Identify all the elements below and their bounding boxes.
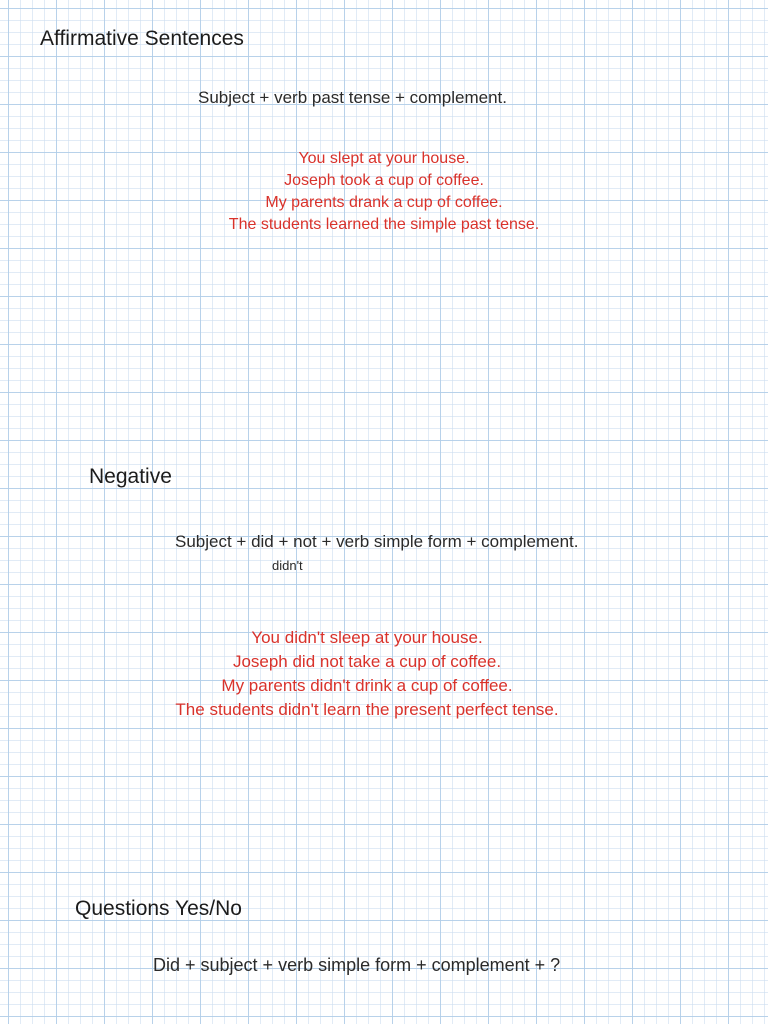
negative-formula: Subject + did + not + verb simple form + complement. xyxy=(175,532,579,551)
example-sentence: My parents drank a cup of coffee. xyxy=(265,194,503,211)
affirmative-examples xyxy=(0,148,768,236)
negative-examples xyxy=(0,626,734,722)
example-sentence: You slept at your house. xyxy=(298,150,470,167)
contraction-note: didn't xyxy=(272,558,303,573)
example-sentence: Joseph took a cup of coffee. xyxy=(284,172,484,189)
example-sentence: The students didn't learn the present perfect tense. xyxy=(175,700,559,719)
example-sentence: You didn't sleep at your house. xyxy=(251,628,483,647)
negative-heading: Negative xyxy=(89,465,172,488)
example-sentence: The students learned the simple past tense. xyxy=(228,216,540,233)
affirmative-formula: Subject + verb past tense + complement. xyxy=(198,88,508,107)
questions-heading: Questions Yes/No xyxy=(75,897,242,920)
affirmative-heading: Affirmative Sentences xyxy=(40,27,244,50)
example-sentence: My parents didn't drink a cup of coffee. xyxy=(221,676,513,695)
questions-formula: Did + subject + verb simple form + complement + ? xyxy=(153,955,561,975)
example-sentence: Joseph did not take a cup of coffee. xyxy=(232,652,502,671)
